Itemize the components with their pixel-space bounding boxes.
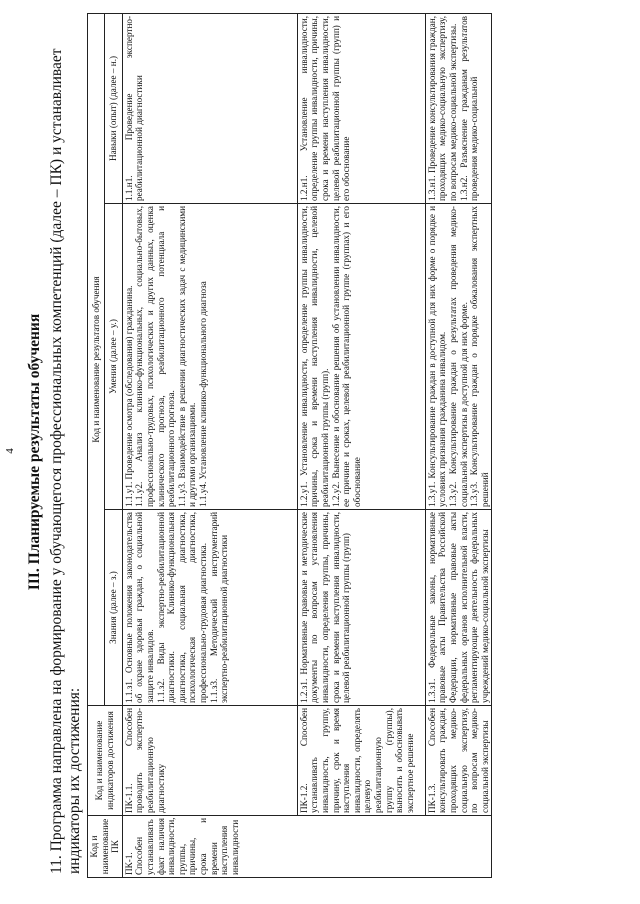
header-experience: Навыки (опыт) (далее – н.) [105,13,122,203]
cell-line: 1.2.у1. Установление инвалидности, определение группы инвалидности, причины, срока и времени наступления инвалидности, целевой реабилитационной группы (групп). [298,206,330,507]
table-row [425,13,492,877]
header-row-1 [88,13,105,877]
section-title: III. Планируемые результаты обучения [26,313,43,591]
indicator-cell: ПК-1.2. Способен устанавливать инвалидность, группу, причину, срок и время наступления инвалидности, определять целевую реабилитационную группу (группы), выносить и обосновывать экспертное решение [297,706,425,816]
header-learning-results: Код и наименование результатов обучения [88,13,105,705]
cell-line: 1.3.у1. Консультирование граждан в доступной для них форме о порядке и условиях признания гражданина инвалидом. [426,206,448,507]
header-code-name-pk: Код и наименование ПК [88,816,123,878]
table-row [122,13,297,877]
cell-line: 1.1.з2. Виды экспертно-реабилитационной диагностики. Клинико-функциональная диагностика, социальная диагностика, психологическая диагностика, профессионально-трудовая диагностика. [155,512,208,703]
cell-line: 1.1.у4. Установление клинико-функционального диагноза [197,281,208,507]
cell-line: 1.1.у2. Анализ клинико-функциональных, социально-бытовых, профессионально-трудовых, психологических и других данных, оценка клинического прогноза, реабилитационного потенциала и реабилитационного прогноза. [134,206,177,507]
skills-cell [297,204,425,510]
experience-cell [297,13,425,203]
indicator-cell: ПК-1.1. Способен проводить экспертно-реабилитационную диагностику [122,706,297,816]
skills-cell [425,204,492,510]
competencies-table [87,13,492,878]
experience-cell [425,13,492,203]
cell-line: 1.2.у2. Вынесение и обоснование решения об установлении инвалидности, ее причине и сроках, целевой реабилитационной группе (группах) и его обоснование [330,206,362,507]
page-number: 4 [4,448,16,454]
experience-cell [122,13,297,203]
knowledge-cell [425,510,492,706]
knowledge-cell [297,510,425,706]
header-skills: Умения (далее – у.) [105,204,122,510]
cell-line: 1.3.у3. Консультирование граждан о порядке обжалования экспертных решений [469,206,490,507]
cell-line: 1.2.з1. Нормативные правовые и методические документы по вопросам установления инвалидности, определения группы, причины, срока и времени наступления инвалидности, целевой реабилитационной группы (групп) [298,512,352,703]
cell-line: 1.3.у2. Консультирование граждан о результатах проведения медико-социальной экспертизы в доступной для них форме. [447,206,469,507]
header-knowledge: Знания (далее – з.) [105,510,122,706]
cell-line: 1.3.з1. Федеральные законы, нормативные правовые акты Правительства Российской Федерации, нормативные правовые акты федеральных органов исполнительной власти, регламентирующие деятельность федеральных учреждений медико-социальной экспертизы [426,512,490,703]
intro-paragraph: 11. Программа направлена на формирование у обучающегося профессиональных компетенций (далее – ПК) и устанавливает индикаторы их достижения: [48,48,83,874]
header-code-name-indicators: Код и наименование индикаторов достижения [88,706,123,816]
cell-line: 1.2.н1. Установление инвалидности, определение группы инвалидности, причины, срока и времени наступления инвалидности, целевой реабилитационной группы (групп) и его обоснование [298,15,352,201]
cell-line: 1.1.у1. Проведение осмотра (обследования) гражданина. [123,285,134,507]
pk-cell: ПК-1. Способен устанавливать факт наличия инвалидности, группы, причины, срока и времени наступления инвалидности [122,816,492,878]
cell-line: 1.3.н1. Проведение консультирования граждан, проходящих медико-социальную экспертизу, по вопросам медико-социальной экспертизы. [426,15,458,201]
cell-line: 1.1.з3. Методический инструментарий экспертно-реабилитационной диагностики [208,512,230,703]
indicator-cell: ПК-1.3. Способен консультировать граждан, проходящих медико-социальную экспертизу, по вопросам медико-социальной экспертизы [425,706,492,816]
cell-line: 1.3.н2. Разъяснение гражданам результатов проведения медико-социальной [458,15,480,201]
cell-line: 1.1.з1. Основные положения законодательства об охране здоровья граждан, о социальной защите инвалидов. [123,512,155,703]
table-row [297,13,425,877]
skills-cell [122,204,297,510]
knowledge-cell [122,510,297,706]
cell-line: 1.1.н1. Проведение экспертно-реабилитационной диагностики [123,15,145,201]
cell-line: 1.1.у3. Взаимодействие в решении диагностических задач с медицинскими и другими организациями. [176,206,198,507]
